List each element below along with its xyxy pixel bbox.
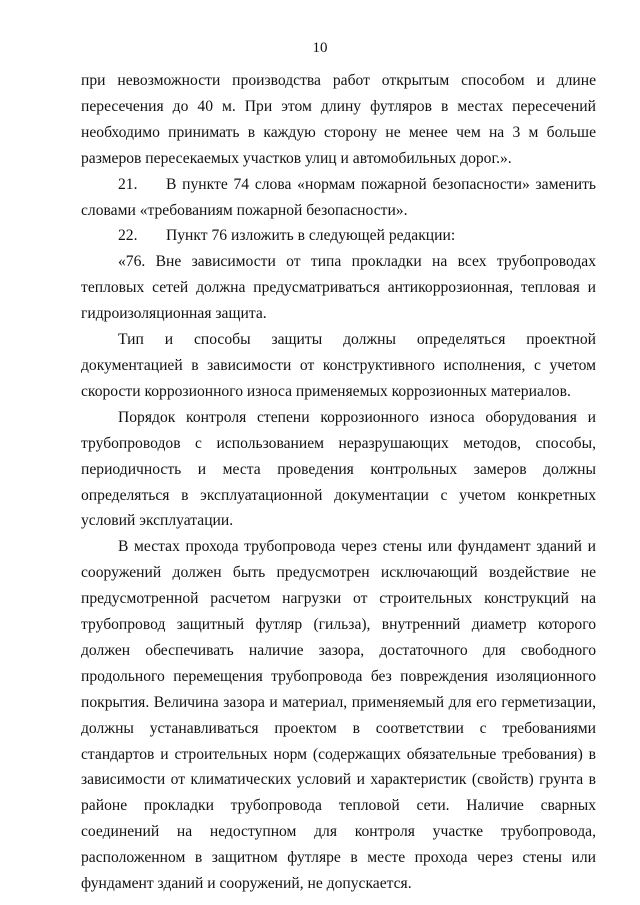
paragraph-protection-types: Тип и способы защиты должны определяться проектной документацией в зависимости от конструктивного исполнения, с учетом скорости коррозионного износа применяемых коррозионных материалов.: [81, 331, 596, 400]
paragraph-control-procedure: Порядок контроля степени коррозионного износа оборудования и трубопроводов с использованием неразрушающих методов, способы, периодичность и места проведения контрольных замеров должны определяться в эксплуатационной документации с учетом конкретных условий эксплуатации.: [81, 408, 596, 530]
paragraph-continuation: при невозможности производства работ открытым способом и длине пересечения до 40 м. При этом длину футляров в местах пересечений необходимо принимать в каждую сторону не менее чем на 3 м больше размеров пересекаемых участков улиц и автомобильных дорог.».: [81, 72, 596, 167]
item-text: В пункте 74 слова «нормам пожарной безопасности» заменить словами «требованиям пожарной безопасности».: [81, 175, 596, 219]
paragraph-item-22: [81, 223, 596, 249]
item-number: 22.: [118, 227, 138, 245]
paragraph-item-21: [81, 172, 596, 224]
page-number: 10: [312, 40, 328, 56]
item-text: Пункт 76 изложить в следующей редакции:: [166, 227, 456, 245]
document-body: [81, 68, 596, 897]
paragraph-protective-sleeve: В местах прохода трубопровода через стены или фундамент зданий и сооружений должен быть предусмотрен исключающий воздействие не предусмотренной расчетом нагрузки от строительных конструкций на трубопровод защитный футляр (гильза), внутренний диаметр которого должен обеспечивать наличие зазора, достаточного для свободного продольного перемещения трубопровода без повреждения изоляционного покрытия. Величина зазора и материал, применяемый для его герметизации, должны устанавливаться проектом в соответствии с требованиями стандартов и строительных норм (содержащих обязательные требования) в зависимости от климатических условий и характеристик (свойств) грунта в районе прокладки трубопровода тепловой сети. Наличие сварных соединений на недоступном для контроля участке трубопровода, расположенном в защитном футляре в месте прохода через стены или фундамент зданий и сооружений, не допускается.: [81, 538, 596, 893]
paragraph-clause-76: «76. Вне зависимости от типа прокладки на всех трубопроводах тепловых сетей должна предусматриваться антикоррозионная, тепловая и гидроизоляционная защита.: [81, 253, 596, 323]
item-number: 21.: [118, 175, 138, 193]
